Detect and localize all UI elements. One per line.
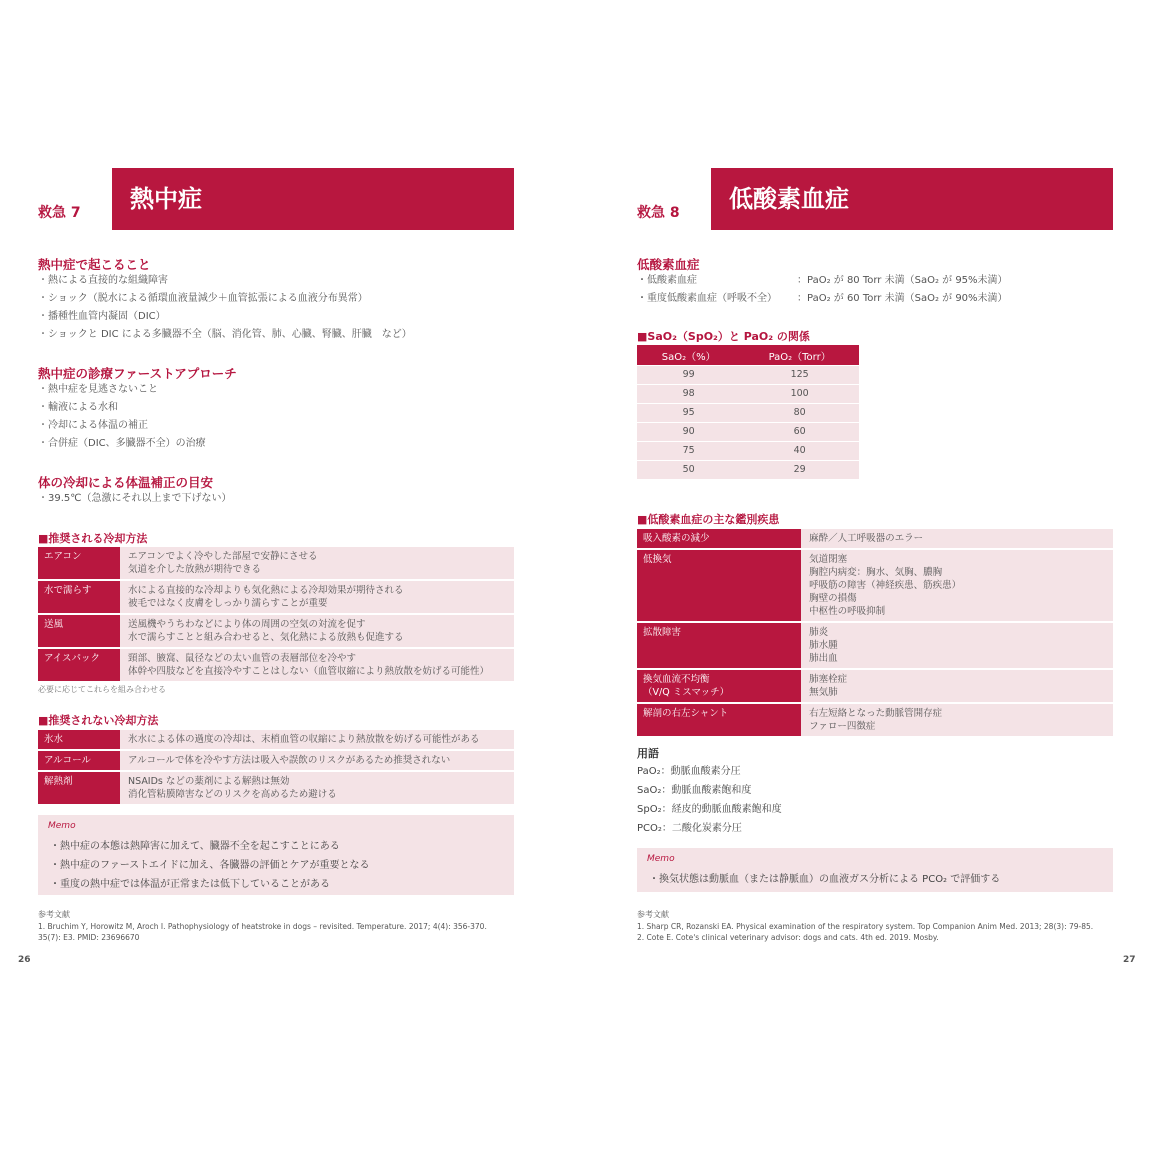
list-item: ・ ショックと DIC による多臓器不全（脳、消化管、肺、心臓、腎臓、肝臓 など） <box>38 326 412 344</box>
term-item: SaO₂：動脈血酸素飽和度 <box>637 785 752 796</box>
row-line: 送風機やうちわなどにより体の周囲の空気の対流を促す <box>128 619 366 630</box>
definition-term: ・重度低酸素血症（呼吸不全） <box>637 293 777 304</box>
definition-row <box>637 290 1008 308</box>
row-value <box>120 547 514 579</box>
term-item: SpO₂：経皮的動脈血酸素飽和度 <box>637 804 782 815</box>
memo-title: Memo <box>647 854 675 864</box>
row-key: 換気血流不均衡 （V/Q ミスマッチ） <box>637 670 801 702</box>
definition-value: ：PaO₂ が 60 Torr 未満（SaO₂ が 90%未満） <box>797 293 1008 304</box>
reference-item: 35(7): E3. PMID: 23696670 <box>38 933 140 942</box>
table-row <box>637 704 1113 736</box>
section-heading: 体の冷却による体温補正の目安 <box>38 475 214 490</box>
definition-term: ・低酸素血症 <box>637 275 697 286</box>
list-item: ・ 冷却による体温の補正 <box>38 417 206 435</box>
differential-table <box>637 527 1113 738</box>
row-key: アルコール <box>38 751 120 770</box>
row-line: エアコンでよく冷やした部屋で安静にさせる <box>128 551 318 562</box>
references-title: 参考文献 <box>637 910 669 919</box>
row-key: 氷水 <box>38 730 120 749</box>
row-value <box>120 615 514 647</box>
table-cell: 50 <box>637 461 740 479</box>
row-key: 水で濡らす <box>38 581 120 613</box>
row-line: 被毛ではなく皮膚をしっかり濡らすことが重要 <box>128 598 328 609</box>
page-number: 26 <box>18 955 31 965</box>
row-value: 氷水による体の過度の冷却は、末梢血管の収縮により熱放散を妨げる可能性がある <box>120 730 514 749</box>
table-title: ■推奨される冷却方法 <box>38 532 148 545</box>
definition-value: ：PaO₂ が 80 Torr 未満（SaO₂ が 95%未満） <box>797 275 1008 286</box>
table-row <box>637 550 1113 621</box>
memo-item: ・ 換気状態は動脈血（または静脈血）の血液ガス分析による PCO₂ で評価する <box>649 870 1000 889</box>
table-title: ■推奨されない冷却方法 <box>38 714 159 727</box>
row-line: 水による直接的な冷却よりも気化熱による冷却効果が期待される <box>128 585 404 596</box>
row-line: 頸部、腋窩、鼠径などの太い血管の表層部位を冷やす <box>128 653 357 664</box>
reference-item: 2. Cote E. Cote's clinical veterinary advisor: dogs and cats. 4th ed. 2019. Mosby. <box>637 933 939 942</box>
table-cell: 99 <box>637 366 740 384</box>
table-row <box>637 670 1113 702</box>
section-heading: 熱中症の診療ファーストアプローチ <box>38 366 237 381</box>
bullet-list <box>38 490 232 508</box>
reference-item: 1. Bruchim Y, Horowitz M, Aroch I. Pathophysiology of heatstroke in dogs – revisited. Temperature. 2017; 4(4): 356-370. <box>38 922 487 931</box>
row-line: 消化管粘膜障害などのリスクを高めるため避ける <box>128 789 337 800</box>
bullet-list <box>38 272 412 344</box>
table-cell: 90 <box>637 423 740 441</box>
table-cell: 125 <box>740 366 859 384</box>
chapter-header <box>38 168 514 230</box>
table-row <box>637 623 1113 668</box>
table-row <box>38 547 514 579</box>
memo-list <box>50 837 370 894</box>
table-note: 必要に応じてこれらを組み合わせる <box>38 685 166 694</box>
table-row <box>637 442 859 460</box>
page-number: 27 <box>1123 955 1136 965</box>
table-cell: 60 <box>740 423 859 441</box>
table-row <box>637 404 859 422</box>
term-item: PaO₂：動脈血酸素分圧 <box>637 766 741 777</box>
chapter-header <box>637 168 1113 230</box>
terms-title: 用語 <box>637 747 659 760</box>
memo-item: ・ 重度の熱中症では体温が正常または低下していることがある <box>50 875 370 894</box>
table-cell: 100 <box>740 385 859 403</box>
table-cell: 98 <box>637 385 740 403</box>
table-row <box>637 529 1113 548</box>
row-key: 拡散障害 <box>637 623 801 668</box>
table-cell: 75 <box>637 442 740 460</box>
term-item: PCO₂：二酸化炭素分圧 <box>637 823 742 834</box>
list-item: ・ 合併症（DIC、多臓器不全）の治療 <box>38 435 206 453</box>
list-item: ・ 播種性血管内凝固（DIC） <box>38 308 412 326</box>
table-row <box>38 615 514 647</box>
row-line: 水で濡らすことと組み合わせると、気化熱による放熱も促進する <box>128 632 404 643</box>
row-value: アルコールで体を冷やす方法は吸入や誤飲のリスクがあるため推奨されない <box>120 751 514 770</box>
row-value: 麻酔／人工呼吸器のエラー <box>801 529 1113 548</box>
list-item: ・ 熱による直接的な組織障害 <box>38 272 412 290</box>
saturation-table <box>637 344 859 480</box>
references-list <box>38 921 514 943</box>
row-line: 気道を介した放熱が期待できる <box>128 564 262 575</box>
table-cell: 29 <box>740 461 859 479</box>
row-key: 送風 <box>38 615 120 647</box>
list-item: ・ 熱中症を見逃さないこと <box>38 381 206 399</box>
memo-box <box>637 848 1113 892</box>
row-value: 気道閉塞 胸腔内病変：胸水、気胸、膿胸 呼吸筋の障害（神経疾患、筋疾患） 胸壁の損傷 中枢性の呼吸抑制 <box>801 550 1113 621</box>
memo-title: Memo <box>48 821 76 831</box>
references-title: 参考文献 <box>38 910 70 919</box>
definition-list <box>637 272 1008 308</box>
section-heading: 低酸素血症 <box>637 257 700 272</box>
row-key: 解剖の右左シャント <box>637 704 801 736</box>
row-value: 肺炎 肺水腫 肺出血 <box>801 623 1113 668</box>
chapter-number: 救急 8 <box>637 205 680 221</box>
row-value: 右左短絡となった動脈管開存症 ファロー四徴症 <box>801 704 1113 736</box>
bullet-list <box>38 381 206 453</box>
table-row <box>637 366 859 384</box>
table-row <box>38 772 514 804</box>
row-value <box>120 649 514 681</box>
memo-item: ・ 熱中症の本態は熱障害に加えて、臓器不全を起こすことにある <box>50 837 370 856</box>
table-row <box>637 385 859 403</box>
terms-list <box>637 762 782 838</box>
table-header-row <box>637 345 859 365</box>
table-row <box>38 649 514 681</box>
table-cell: 80 <box>740 404 859 422</box>
row-key: 吸入酸素の減少 <box>637 529 801 548</box>
table-row <box>38 581 514 613</box>
references-list <box>637 921 1113 943</box>
row-key: アイスパック <box>38 649 120 681</box>
memo-box <box>38 815 514 895</box>
cooling-table <box>38 545 514 683</box>
chapter-title: 低酸素血症 <box>711 168 1113 230</box>
row-key: 解熱剤 <box>38 772 120 804</box>
memo-list <box>649 870 1000 889</box>
reference-item: 1. Sharp CR, Rozanski EA. Physical examination of the respiratory system. Top Companion Anim Med. 2013; 28(3): 79-85. <box>637 922 1094 931</box>
chapter-title: 熱中症 <box>112 168 514 230</box>
table-row <box>38 730 514 749</box>
table-row <box>637 461 859 479</box>
table-title: ■低酸素血症の主な鑑別疾患 <box>637 513 780 526</box>
table-row <box>637 423 859 441</box>
definition-row <box>637 272 1008 290</box>
list-item: ・ 39.5℃（急激にそれ以上まで下げない） <box>38 490 232 508</box>
chapter-number: 救急 7 <box>38 205 81 221</box>
table-title: ■SaO₂（SpO₂）と PaO₂ の関係 <box>637 330 810 343</box>
table-cell: 40 <box>740 442 859 460</box>
row-key: エアコン <box>38 547 120 579</box>
row-line: 体幹や四肢などを直接冷やすことはしない（血管収縮により熱放散を妨げる可能性） <box>128 666 490 677</box>
memo-item: ・ 熱中症のファーストエイドに加え、各臓器の評価とケアが重要となる <box>50 856 370 875</box>
section-heading: 熱中症で起こること <box>38 257 151 272</box>
row-key: 低換気 <box>637 550 801 621</box>
row-value <box>120 772 514 804</box>
list-item: ・ ショック（脱水による循環血液量減少＋血管拡張による血液分布異常） <box>38 290 412 308</box>
not-recommended-table <box>38 728 514 806</box>
row-line: NSAIDs などの薬剤による解熱は無効 <box>128 776 290 787</box>
table-row <box>38 751 514 770</box>
list-item: ・ 輸液による水和 <box>38 399 206 417</box>
column-header: PaO₂（Torr） <box>740 345 859 365</box>
row-value: 肺塞栓症 無気肺 <box>801 670 1113 702</box>
row-value <box>120 581 514 613</box>
column-header: SaO₂（%） <box>637 345 740 365</box>
table-cell: 95 <box>637 404 740 422</box>
right-page <box>575 0 1150 1150</box>
